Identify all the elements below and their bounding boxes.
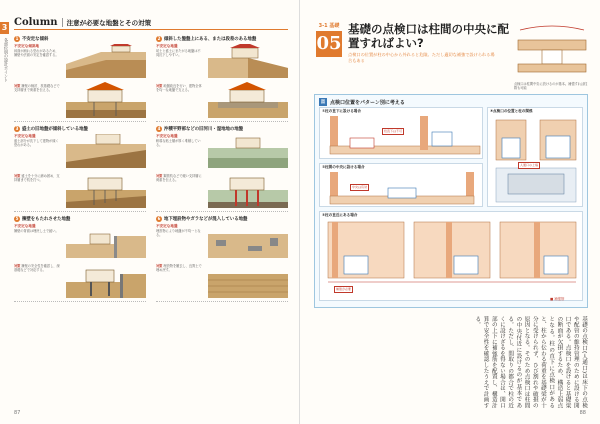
chapter-side-title: 各部位別の設計ポイント [4, 38, 9, 82]
case-condition-text: 切土と盛土にまたがる地盤は不同沈下しやすい。 [156, 49, 201, 58]
panel-diagram [320, 212, 584, 302]
case-title: 地下埋設物やガラなどが混入している地盤 [164, 217, 248, 222]
measure-illustration [66, 262, 146, 298]
panel-3 [319, 211, 583, 301]
body-text: 基礎の点検口(人通口)は床下の点検や配管の維持管理のために設ける開口である。点検口を設けると基礎梁の断面が欠損するため、構造上弱点となる。柱の直下に点検口があると、柱から伝わる荷重を基礎梁が十分に受けられず、ひび割れや破損の原因となる。そのため点検口は柱間の中央付近に設けるのが基本である。ただし、間取りの都合で柱の近くに設けざるを得ない場合は、開口部の上下に補強筋を配置し、構造計算で安全性を確認したうえで計画する。 [474, 316, 587, 408]
case-condition-text: 盛土部分が沈下して建物が傾く恐れがある。 [14, 139, 59, 148]
case-measure: 対策 地盤改良を行い、建物全体を均一な地盤で支える。 [156, 84, 202, 93]
panel-note: 柱直下は不可 [382, 128, 404, 135]
panel-note: 中央は有効 [350, 184, 369, 191]
panel-title: ②柱間の中央に設ける場合 [322, 165, 365, 169]
page-title: 基礎の点検口は柱間の中央に配置すればよい? [348, 22, 509, 50]
retaining-wall-illustration [66, 224, 146, 258]
column-title: 注意が必要な地盤とその対策 [66, 19, 152, 27]
case-5 [14, 216, 146, 302]
case-condition-label: 不安定な地盤 [156, 134, 178, 138]
figure-title: 点検口位置をパターン別に考える [330, 99, 405, 106]
case-4 [156, 126, 288, 212]
case-condition-label: 不安定な地盤 [156, 224, 178, 228]
case-number: 3 [15, 126, 19, 131]
panel-title: ⑤点検口の位置と柱の関係 [490, 109, 533, 113]
measure-illustration [208, 172, 288, 208]
case-condition-text: 斜面が崩れる恐れがあるため、擁壁や法面の安定を確認する。 [14, 49, 59, 58]
figure-header [319, 98, 405, 106]
case-title: 盛土の旧地盤が傾斜している地盤 [22, 127, 88, 132]
case-condition-label: 不安定な地盤 [14, 134, 36, 138]
panel-1 [319, 107, 483, 159]
panel-title: ①柱の直下に設ける場合 [322, 109, 361, 113]
case-1 [14, 36, 146, 122]
case-grid [14, 36, 288, 302]
figure-legend: ■ 補強筋 [550, 297, 565, 301]
column-header [14, 16, 288, 30]
panel-note: 人通口の上端 [518, 162, 540, 169]
case-number: 1 [15, 36, 19, 41]
right-page [300, 0, 600, 424]
case-number: 6 [157, 216, 161, 221]
case-condition-label: 不安定な傾斜地 [14, 44, 40, 48]
measure-illustration [66, 172, 146, 208]
case-measure: 対策 鋼管杭などで硬い支持層に荷重を伝える。 [156, 174, 202, 183]
case-number: 4 [157, 126, 161, 131]
column-label: Column [14, 17, 58, 28]
case-condition-label: 不安定な地盤 [156, 44, 178, 48]
section-number: 05 [316, 31, 342, 57]
case-2 [156, 36, 288, 122]
case-measure: 対策 盛土を十分に締め固め、支持層まで杭を打つ。 [14, 174, 60, 183]
case-measure: 対策 擁壁の検討、杭基礎などで支持層まで荷重を伝える。 [14, 84, 60, 93]
cut-fill-illustration [208, 44, 288, 78]
case-title: 傾斜した盤盤上にある、または段差のある地盤 [164, 37, 257, 42]
case-title: 不安定な傾斜 [22, 37, 49, 42]
case-measure: 対策 埋設物を撤去し、良質土で埋め戻す。 [156, 264, 202, 273]
section-chapter: 3-1 基礎 [318, 23, 340, 29]
section-box [316, 22, 342, 62]
panel-note: 補強が必要 [334, 286, 353, 293]
measure-illustration [208, 262, 288, 298]
case-condition-text: 軟弱な粘土層が厚く堆積している。 [156, 139, 201, 148]
case-number: 2 [157, 36, 161, 41]
soft-ground-illustration [208, 134, 288, 168]
case-title: 沖積平野部などの旧河川・湿地地の地盤 [164, 127, 244, 132]
figure-badge: 図 [321, 99, 325, 104]
case-condition-text: 擁壁の背面は埋戻し土で緩い。 [14, 229, 59, 233]
case-condition-label: 不安定な地盤 [14, 224, 36, 228]
measure-illustration [208, 82, 288, 118]
figure-frame [314, 94, 588, 308]
case-3 [14, 126, 146, 212]
lead-text: 点検口の位置が柱の中心から外れると危険。ただし適切な補強で設けられる場合もある [348, 52, 495, 63]
case-condition-text: 埋設物により地盤が不均一となる。 [156, 229, 201, 238]
case-measure: 対策 擁壁の安全性を確認し、深基礎などで対応する。 [14, 264, 60, 273]
case-6 [156, 216, 288, 302]
panel-2 [319, 163, 483, 207]
panel-5 [487, 107, 583, 207]
slope-illustration [66, 44, 146, 78]
case-title: 擁壁をもたれさせた地盤 [22, 217, 71, 222]
panel-diagram [488, 108, 584, 208]
left-page-number: 87 [14, 410, 21, 416]
illustration-caption: 点検口は柱間中央に設けるのが基本。補強すれば柱際も可能 [514, 82, 588, 90]
measure-illustration [66, 82, 146, 118]
panel-title: ③柱の直近にある場合 [322, 213, 358, 217]
right-page-number: 88 [579, 410, 586, 416]
case-number: 5 [15, 216, 19, 221]
column-separator [62, 18, 63, 27]
fill-slope-illustration [66, 134, 146, 168]
panel-diagram [320, 164, 484, 208]
chapter-tab: 3 [1, 23, 8, 32]
buried-debris-illustration [208, 224, 288, 258]
